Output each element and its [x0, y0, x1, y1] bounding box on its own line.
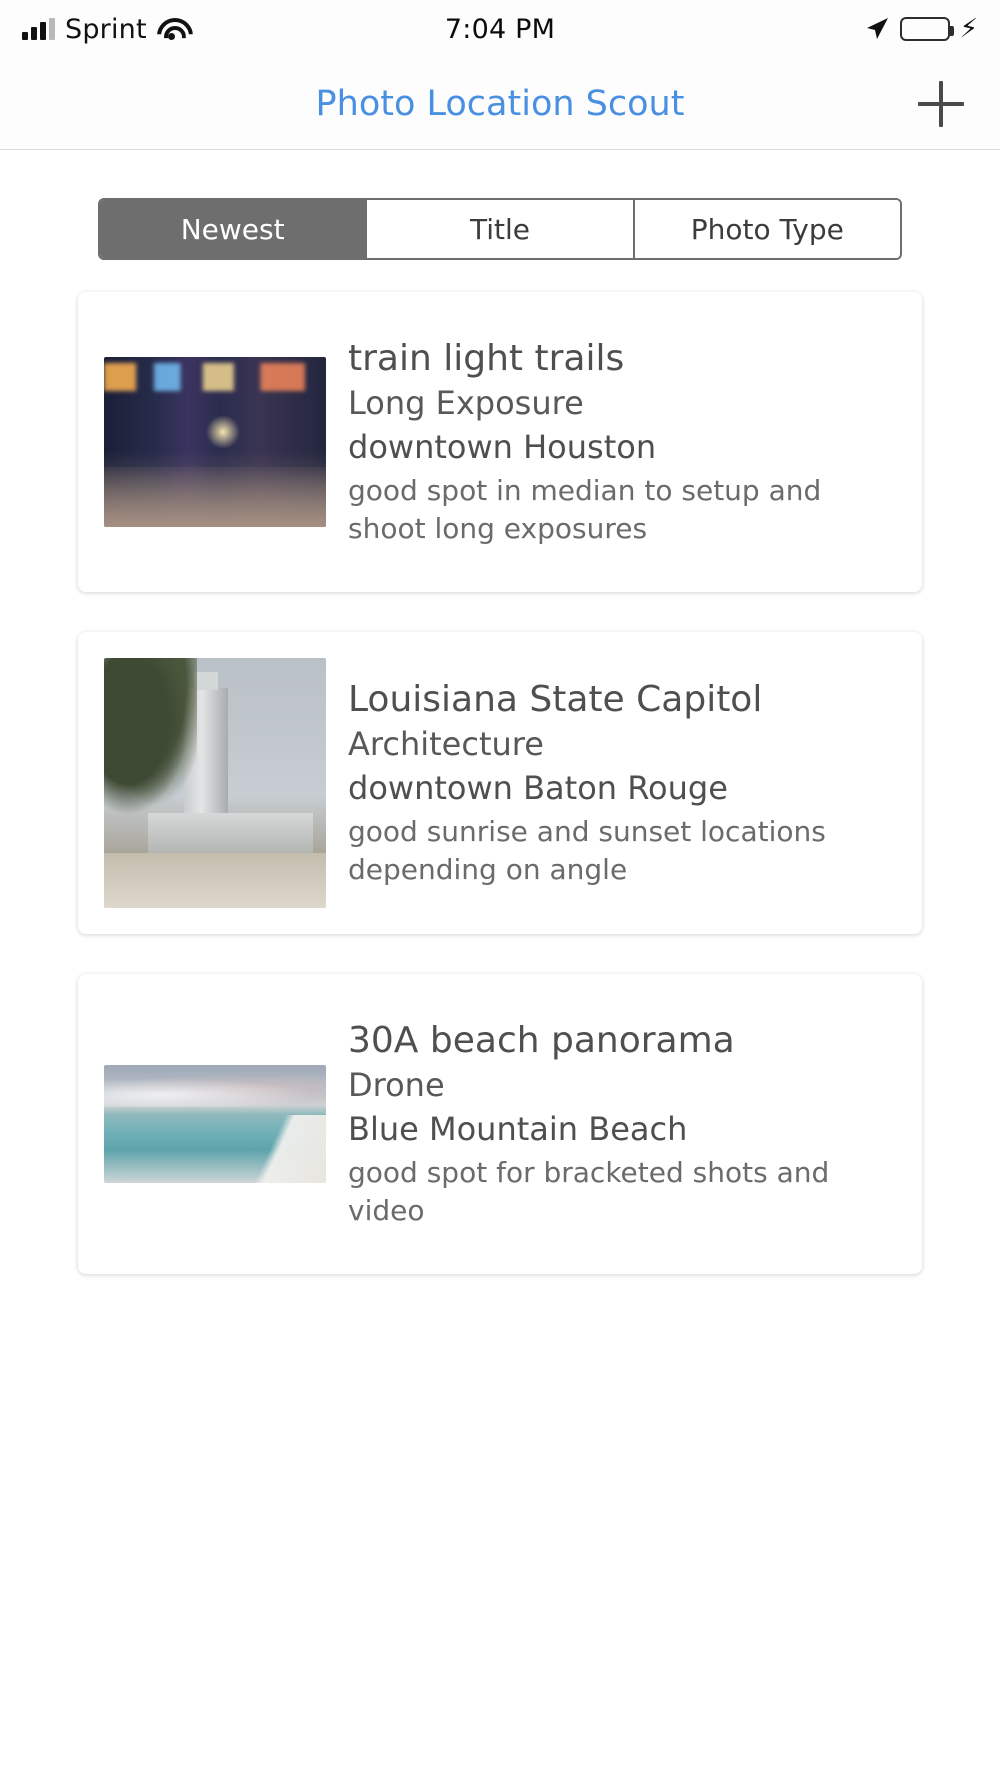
battery-icon [900, 17, 950, 41]
list-item-body [348, 1018, 896, 1230]
add-location-button[interactable] [918, 81, 964, 127]
lightning-bolt-icon: ⚡ [959, 14, 978, 44]
list-item-photo-type: Drone [348, 1066, 445, 1105]
location-thumbnail-night-street [104, 357, 326, 527]
list-item-place: downtown Houston [348, 427, 657, 466]
status-bar [0, 0, 1000, 58]
list-item-photo-type: Architecture [348, 725, 544, 764]
segment-photo-type[interactable]: Photo Type [635, 200, 900, 258]
list-item-body [348, 677, 896, 889]
list-item[interactable] [78, 632, 922, 934]
list-item-title: train light trails [348, 338, 625, 380]
list-item[interactable] [78, 974, 922, 1274]
location-thumbnail-capitol [104, 658, 326, 908]
list-item-title: 30A beach panorama [348, 1020, 735, 1062]
status-bar-right [864, 16, 978, 42]
list-item-notes: good spot in median to setup and shoot long exposures [348, 474, 822, 546]
page-title: Photo Location Scout [315, 83, 685, 124]
carrier-label: Sprint [65, 13, 147, 45]
list-item-notes: good spot for bracketed shots and video [348, 1156, 830, 1228]
list-item-title: Louisiana State Capitol [348, 679, 763, 721]
list-item-place: Blue Mountain Beach [348, 1109, 688, 1148]
segment-newest[interactable]: Newest [100, 200, 367, 258]
navigation-bar [0, 58, 1000, 150]
location-arrow-icon [864, 16, 890, 42]
location-thumbnail-beach [104, 1065, 326, 1183]
sort-control-wrapper [0, 150, 1000, 260]
status-bar-clock: 7:04 PM [444, 13, 556, 45]
sort-segmented-control[interactable] [98, 198, 902, 260]
list-item-place: downtown Baton Rouge [348, 768, 728, 807]
list-item-body [348, 336, 896, 548]
list-item-photo-type: Long Exposure [348, 384, 584, 423]
list-item-notes: good sunrise and sunset locations depending on angle [348, 815, 826, 887]
location-list [0, 260, 1000, 1274]
segment-title[interactable]: Title [367, 200, 634, 258]
list-item[interactable] [78, 292, 922, 592]
